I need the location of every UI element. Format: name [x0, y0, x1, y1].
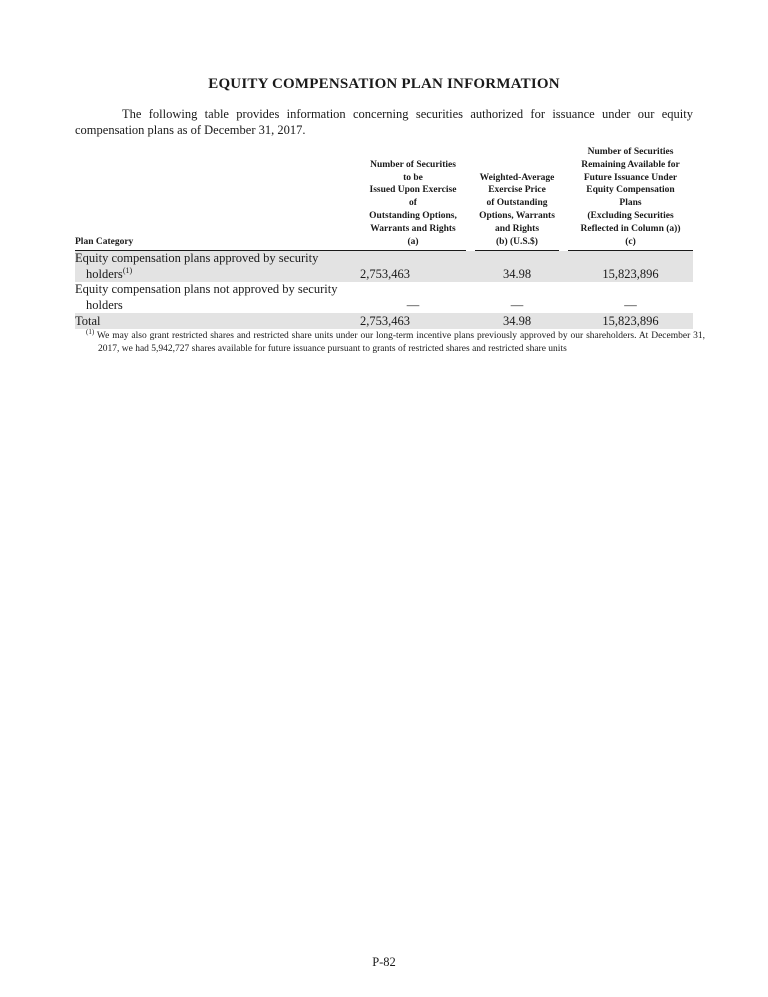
header-col-a-line: Issued Upon Exercise [369, 185, 457, 196]
header-col-a-line: of [409, 198, 417, 209]
header-col-c-line: (c) [625, 236, 636, 247]
header-plan-category-label: Plan Category [75, 236, 134, 247]
header-col-a-line: Outstanding Options, [369, 210, 457, 221]
header-col-c-line: Future Issuance Under [583, 172, 678, 183]
cell-gap [466, 251, 475, 282]
header-gap [466, 146, 475, 251]
cell-col-c: — [624, 297, 637, 312]
cell-col-c: 15,823,896 [568, 251, 693, 282]
header-col-a-line: Number of Securities [370, 159, 456, 170]
cell-gap [559, 282, 568, 313]
row-category-text: holders [86, 266, 123, 281]
footnote-reference: (1) [122, 265, 133, 275]
footnote-marker: (1) [86, 327, 95, 336]
page-number: P-82 [372, 955, 396, 969]
cell-col-b: — [510, 297, 524, 312]
intro-paragraph: The following table provides information concerning securities authorized for issuance under our equity compensation plans as of December 31, 2017. [75, 107, 693, 137]
footnote-text: We may also grant restricted shares and restricted share units under our long-term incentive plans previously approved by our shareholders. At December 31, 2017, we had 5,942,727 shares available for future issuance pursuant to grants of restricted shares and restricted share units [96, 331, 705, 354]
cell-col-c: 15,823,896 [568, 313, 693, 329]
table-row-total [75, 313, 693, 329]
cell-gap [559, 251, 568, 282]
header-col-a-line: (a) [407, 236, 419, 247]
header-col-b-line: Weighted-Average [479, 172, 555, 183]
row-category-line: Equity compensation plans not approved by security [75, 282, 338, 297]
cell-gap [466, 282, 475, 313]
header-col-a-line: Warrants and Rights [370, 223, 456, 234]
header-col-b-line: Exercise Price [488, 185, 546, 196]
header-col-c [568, 146, 693, 251]
header-col-c-line: Equity Compensation [586, 185, 675, 196]
header-col-b-line: (b) (U.S.$) [496, 236, 538, 247]
cell-col-a: 2,753,463 [360, 313, 466, 329]
row-category-line [75, 267, 360, 283]
row-category-line: holders [86, 297, 123, 312]
equity-compensation-table [75, 146, 693, 329]
table-header-row [75, 146, 693, 251]
header-col-c-line: Number of Securities [587, 147, 674, 157]
cell-col-a: — [406, 297, 420, 312]
row-category-approved [75, 251, 360, 282]
header-col-c-line: Remaining Available for [581, 159, 680, 170]
cell-col-b: 34.98 [475, 251, 559, 282]
header-col-a-line: to be [403, 172, 423, 183]
header-col-b [475, 146, 559, 251]
header-col-c-line: Plans [619, 198, 642, 209]
footnote [86, 327, 705, 356]
header-plan-category [75, 146, 360, 251]
table-row [75, 282, 693, 313]
table-row [75, 251, 693, 282]
row-category-total: Total [75, 313, 360, 329]
cell-col-b: 34.98 [475, 313, 559, 329]
header-col-a [360, 146, 466, 251]
header-col-b-line: Options, Warrants [479, 210, 555, 221]
header-col-c-line: (Excluding Securities [587, 210, 674, 221]
header-col-b-line: of Outstanding [486, 198, 548, 209]
cell-gap [559, 313, 568, 329]
header-col-c-line: Reflected in Column (a)) [580, 223, 681, 234]
cell-gap [466, 313, 475, 329]
row-category-not-approved [75, 282, 360, 313]
row-category-line: Equity compensation plans approved by security [75, 251, 319, 266]
cell-col-a: 2,753,463 [360, 251, 466, 282]
header-gap [559, 146, 568, 251]
document-title: EQUITY COMPENSATION PLAN INFORMATION [208, 76, 560, 92]
header-col-b-line: and Rights [494, 223, 540, 234]
